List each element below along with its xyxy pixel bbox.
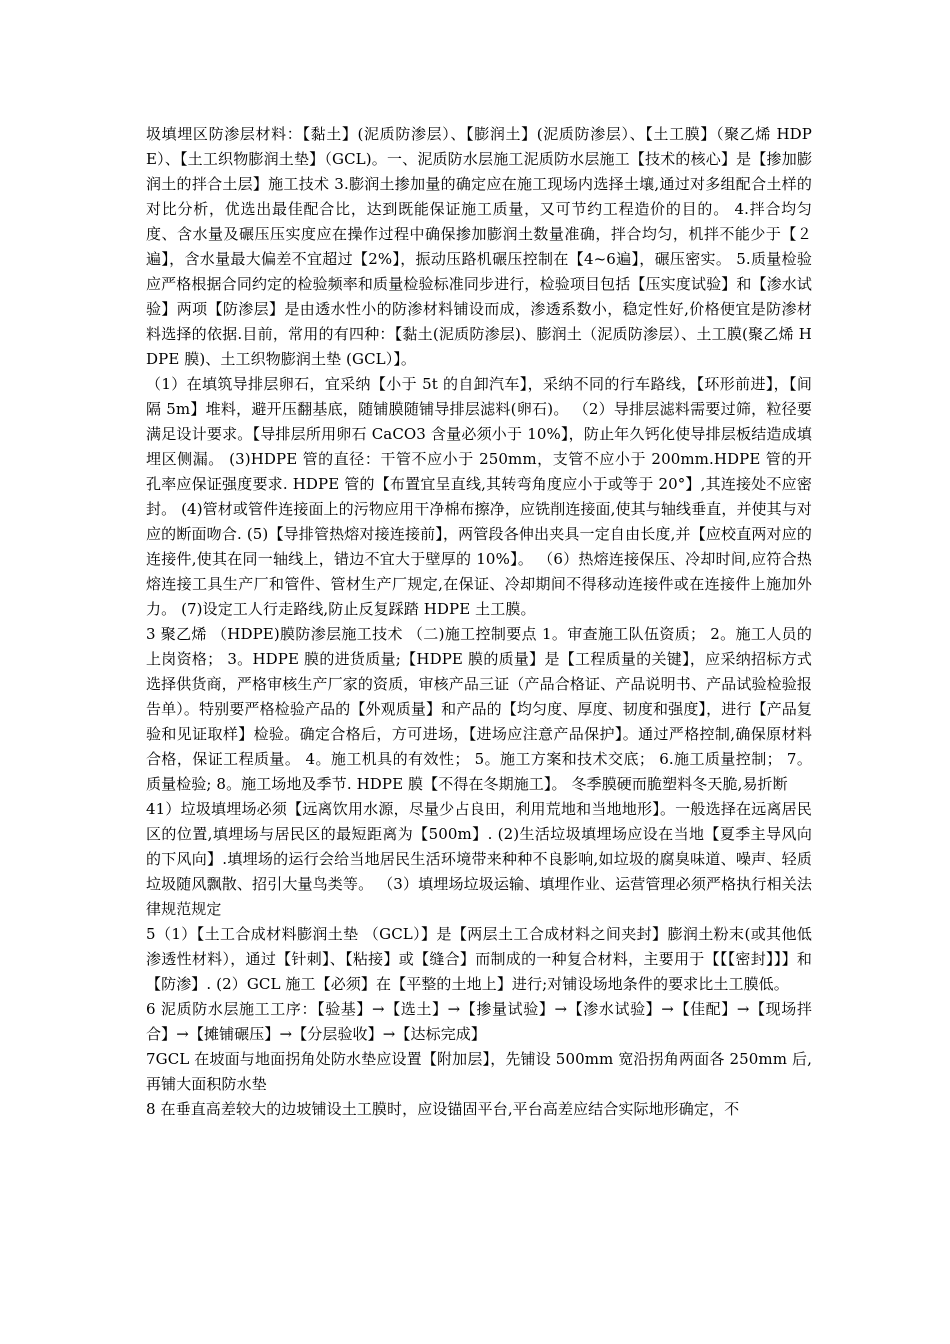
paragraph-3: 3 聚乙烯 （HDPE)膜防渗层施工技术 （二)施工控制要点 1。审查施工队伍资质； 2。施工人员的上岗资格； 3。HDPE 膜的进货质量;【HDPE 膜的质量】是【工程质量的关键】，应采纳招标方式选择供货商，严格审核生产厂家的资质，审核产品三证（产品合格证、产品说明书、产品试验检验报告单）。特别要严格检验产品的【外观质量】和产品的【均匀度、厚度、韧度和强度】，进行【产品复验和见证取样】检验。确定合格后，方可进场，【进场应注意产品保护】。通过严格控制,确保原材料合格，保证工程质量。 4。施工机具的有效性； 5。施工方案和技术交底； 6.施工质量控制； 7。质量检验; 8。施工场地及季节. HDPE 膜【不得在冬期施工】。 冬季膜硬而脆塑料冬天脆,易折断 [146,625,812,793]
paragraph-2: （1）在填筑导排层卵石，宜采纳【小于 5t 的自卸汽车】，采纳不同的行车路线，【环形前进】，【间隔 5m】堆料，避开压翻基底，随铺膜随铺导排层滤料(卵石)。 （2）导排层滤料需要过筛，粒径要满足设计要求。【导排层所用卵石 CaCO3 含量必须小于 10%】，防止年久钙化使导排层板结造成填埋区侧漏。 (3)HDPE 管的直径：干管不应小于 250mm，支管不应小于 200mm.HDPE 管的开孔率应保证强度要求. HDPE 管的【布置宜呈直线,其转弯角度应小于或等于 20°】,其连接处不应密封。 (4)管材或管件连接面上的污物应用干净棉布擦净，应铣削连接面,使其与轴线垂直，并使其与对应的断面吻合. (5)【导排管热熔对接连接前】，两管段各伸出夹具一定自由长度,并【应校直两对应的连接件,使其在同一轴线上，错边不宜大于壁厚的 10%】。 （6）热熔连接保压、冷却时间,应符合热熔连接工具生产厂和管件、管材生产厂规定,在保证、冷却期间不得移动连接件或在连接件上施加外力。 (7)设定工人行走路线,防止反复踩踏 HDPE 土工膜。 [146,375,812,618]
paragraph-4: 41）垃圾填埋场必须【远离饮用水源，尽量少占良田，利用荒地和当地地形】。一般选择在远离居民区的位置,填埋场与居民区的最短距离为【500m】. (2)生活垃圾填埋场应设在当地【夏季主导风向的下风向】.填埋场的运行会给当地居民生活环境带来种种不良影响,如垃圾的腐臭味道、噪声、轻质垃圾随风飘散、招引大量鸟类等。 （3）填埋场垃圾运输、填埋作业、运营管理必须严格执行相关法律规范规定 [146,800,812,918]
paragraph-7: 7GCL 在坡面与地面拐角处防水垫应设置【附加层】，先铺设 500mm 宽沿拐角两面各 250mm 后,再铺大面积防水垫 [146,1050,812,1093]
document-page [146,122,812,1122]
paragraph-5: 5（1）【土工合成材料膨润土垫 （GCL）】是【两层土工合成材料之间夹封】膨润土粉末(或其他低渗透性材料），通过【针刺】、【粘接】或【缝合】而制成的一种复合材料，主要用于【【【密封】】】和【防渗】. (2）GCL 施工【必须】在【平整的土地上】进行;对铺设场地条件的要求比土工膜低。 [146,925,812,993]
paragraph-1: 圾填埋区防渗层材料：【黏土】(泥质防渗层）、【膨润土】(泥质防渗层）、【土工膜】（聚乙烯 HDPE）、【土工织物膨润土垫】（GCL)。一、泥质防水层施工泥质防水层施工【技术的核心】是【掺加膨润土的拌合土层】施工技术 3.膨润土掺加量的确定应在施工现场内选择土壤,通过对多组配合土样的对比分析，优选出最佳配合比，达到既能保证施工质量，又可节约工程造价的目的。 4.拌合均匀度、含水量及碾压压实度应在操作过程中确保掺加膨润土数量准确，拌合均匀，机拌不能少于【２遍】，含水量最大偏差不宜超过【2%】，振动压路机碾压控制在【4~6遍】，碾压密实。 5.质量检验应严格根据合同约定的检验频率和质量检验标准同步进行，检验项目包括【压实度试验】和【渗水试验】两项【防渗层】是由透水性小的防渗材料铺设而成，渗透系数小，稳定性好,价格便宜是防渗材料选择的依据.目前，常用的有四种：【黏土(泥质防渗层)、膨润土（泥质防渗层）、土工膜(聚乙烯 HDPE 膜)、土工织物膨润土垫 (GCL）】。 [146,125,812,368]
paragraph-6: 6 泥质防水层施工工序：【验基】→【选土】→【掺量试验】→【渗水试验】→【佳配】→【现场拌合】→【摊铺碾压】→【分层验收】→【达标完成】 [146,1000,812,1043]
paragraph-8: 8 在垂直高差较大的边坡铺设土工膜时，应设锚固平台,平台高差应结合实际地形确定，不 [146,1100,740,1118]
